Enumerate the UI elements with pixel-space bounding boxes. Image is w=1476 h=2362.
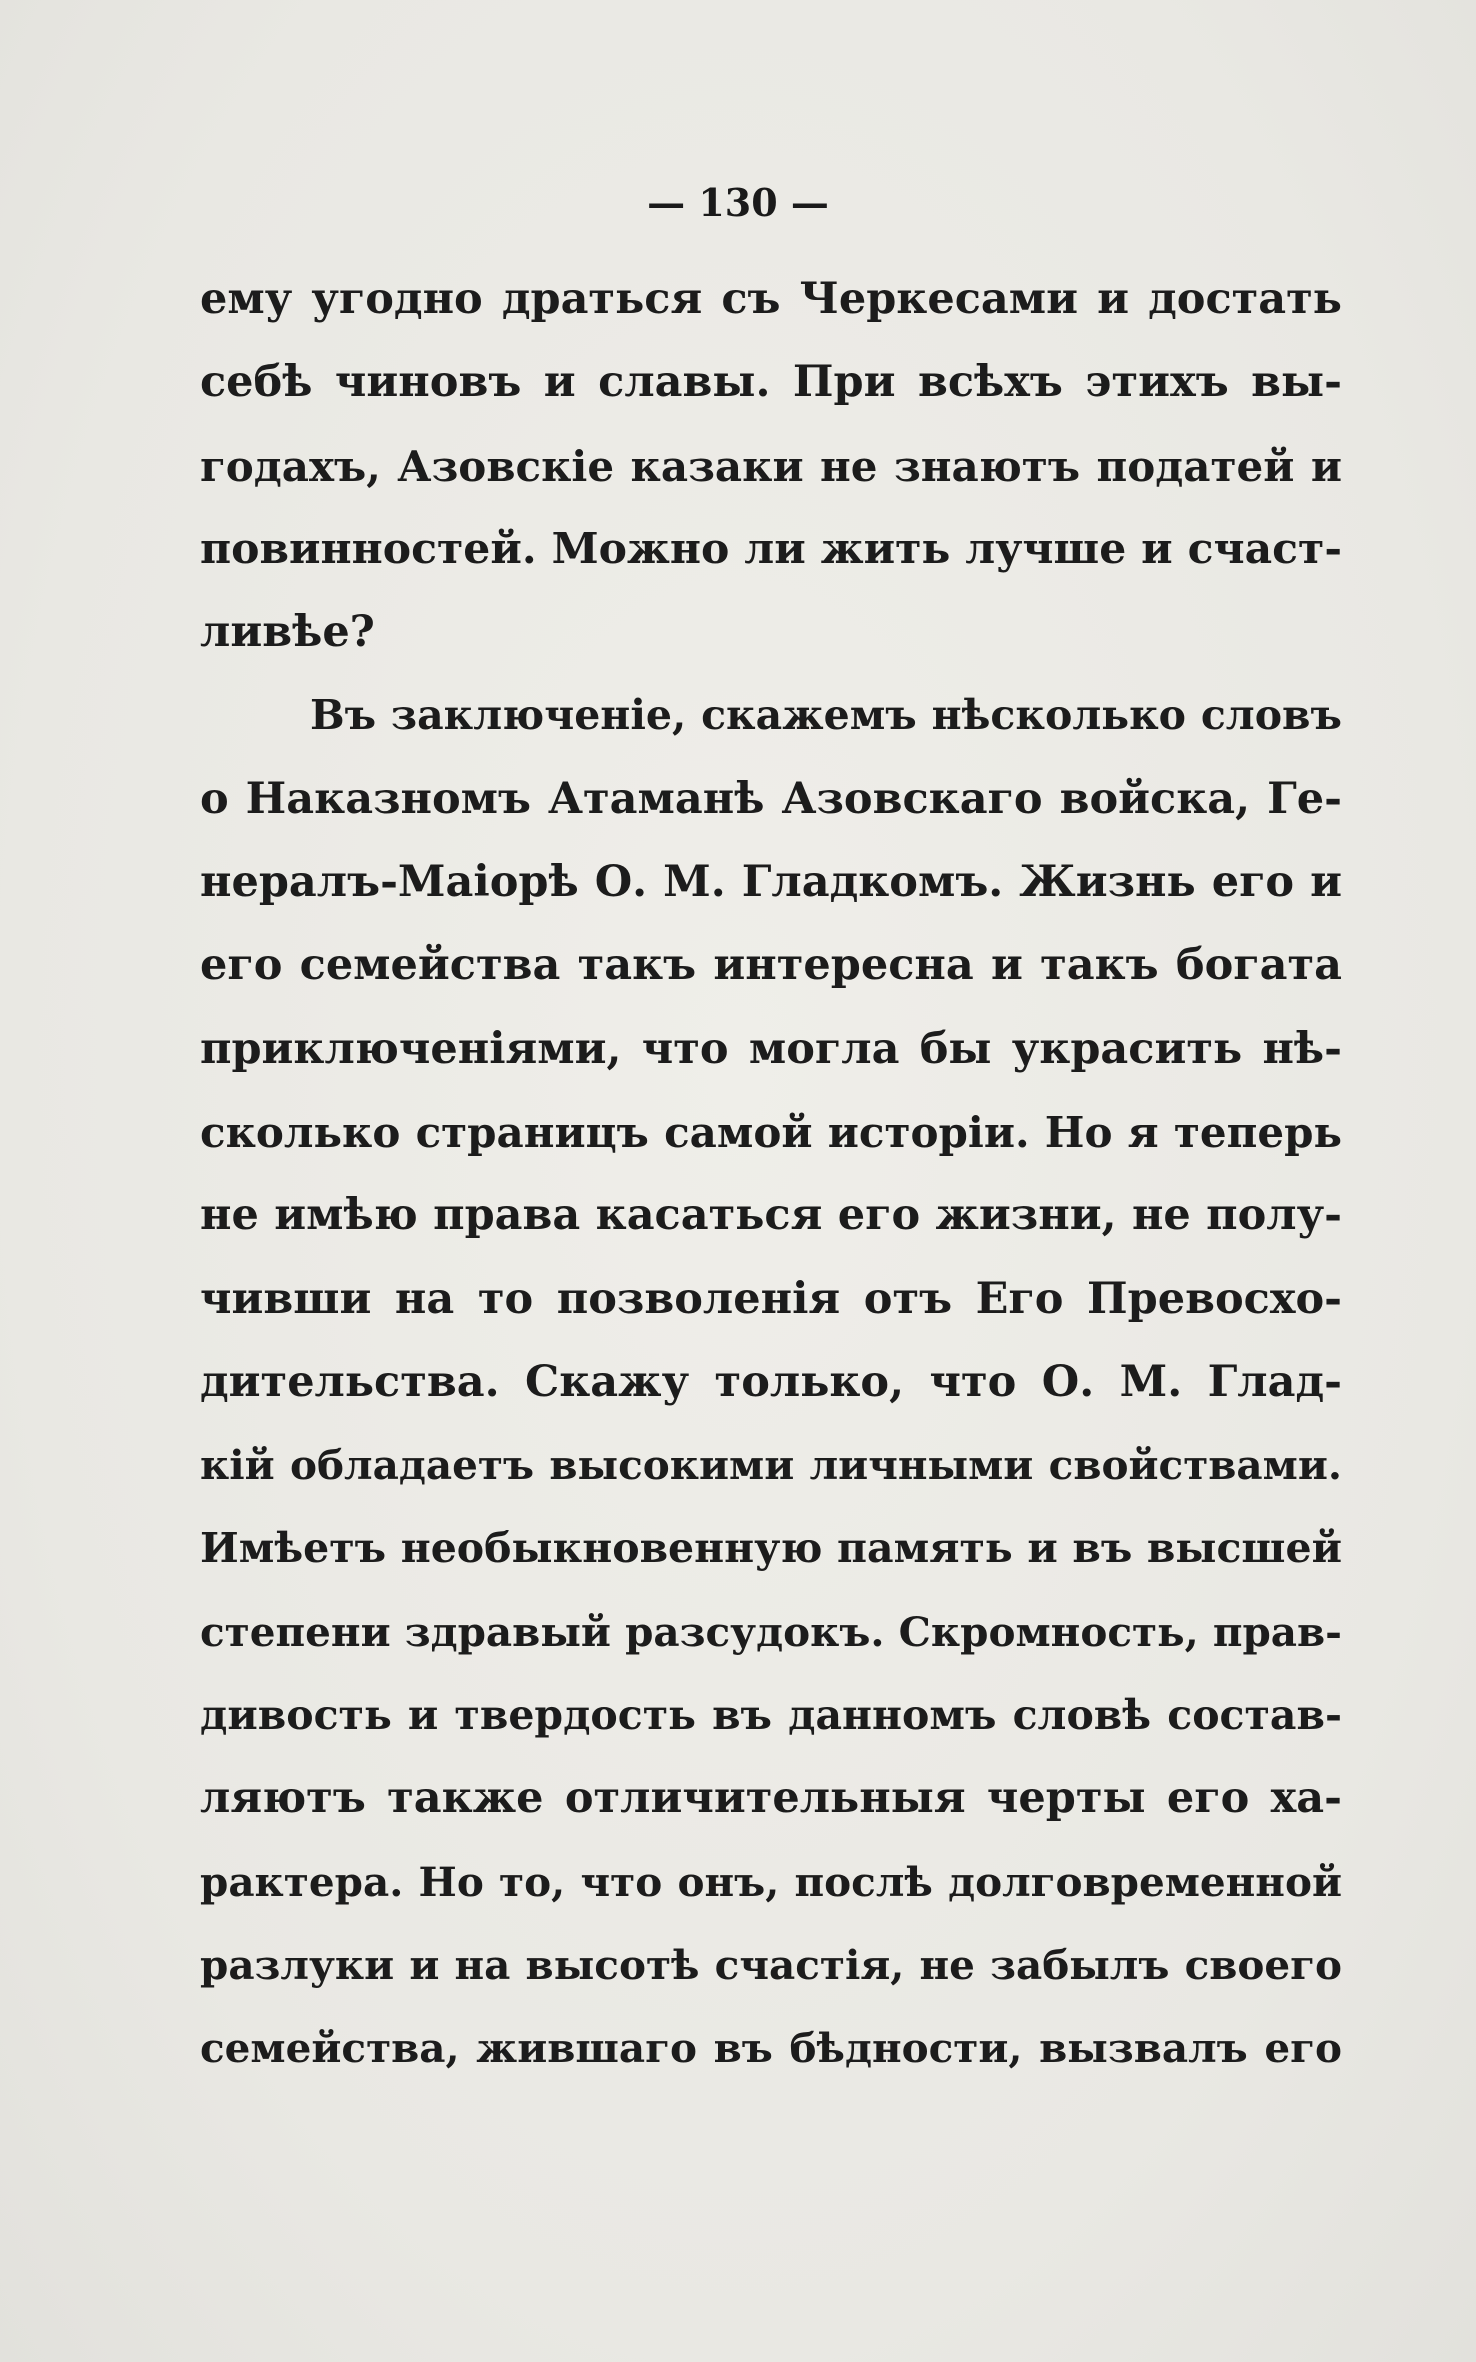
text-line: ему угодно драться съ Черкесами и достать: [200, 274, 1342, 324]
text-line: повинностей. Можно ли жить лучше и счаст-: [200, 523, 1342, 574]
text-line: чивши на то позволенія отъ Его Превосхо-: [200, 1273, 1342, 1324]
text-line: дивость и твердость въ данномъ словѣ состав-: [200, 1691, 1342, 1740]
text-line: ливѣе?: [200, 607, 375, 658]
text-line: рактера. Но то, что онъ, послѣ долговременной: [200, 1857, 1342, 1906]
text-line: степени здравый разсудокъ. Скромность, прав-: [200, 1607, 1342, 1656]
text-line: нералъ-Маiорѣ О. М. Гладкомъ. Жизнь его и: [200, 857, 1342, 908]
text-line: его семейства такъ интересна и такъ богата: [200, 940, 1342, 991]
body-text: [200, 258, 1342, 2091]
page-number: — 130 —: [647, 180, 829, 225]
text-line: сколько страницъ самой исторіи. Но я теперь: [200, 1107, 1342, 1157]
text-line: ляютъ также отличительныя черты его ха-: [200, 1773, 1342, 1824]
text-line: приключеніями, что могла бы украсить нѣ-: [200, 1023, 1342, 1074]
text-line: Имѣетъ необыкновенную память и въ высшей: [200, 1524, 1342, 1573]
text-line: о Наказномъ Атаманѣ Азовскаго войска, Ге-: [200, 773, 1342, 824]
text-line: семейства, жившаго въ бѣдности, вызвалъ его: [200, 2024, 1342, 2073]
text-line: разлуки и на высотѣ счастія, не забылъ своего: [200, 1940, 1342, 1989]
text-line: кій обладаетъ высокими личными свойствами.: [200, 1441, 1342, 1490]
text-line: годахъ, Азовскіе казаки не знаютъ податей и: [200, 441, 1342, 491]
text-line: себѣ чиновъ и славы. При всѣхъ этихъ вы-: [200, 357, 1342, 408]
paragraph-start-line: Въ заключеніе, скажемъ нѣсколько словъ: [310, 691, 1342, 740]
text-line: не имѣю права касаться его жизни, не полу-: [200, 1190, 1342, 1241]
text-line: дительства. Скажу только, что О. М. Глад-: [200, 1356, 1342, 1407]
